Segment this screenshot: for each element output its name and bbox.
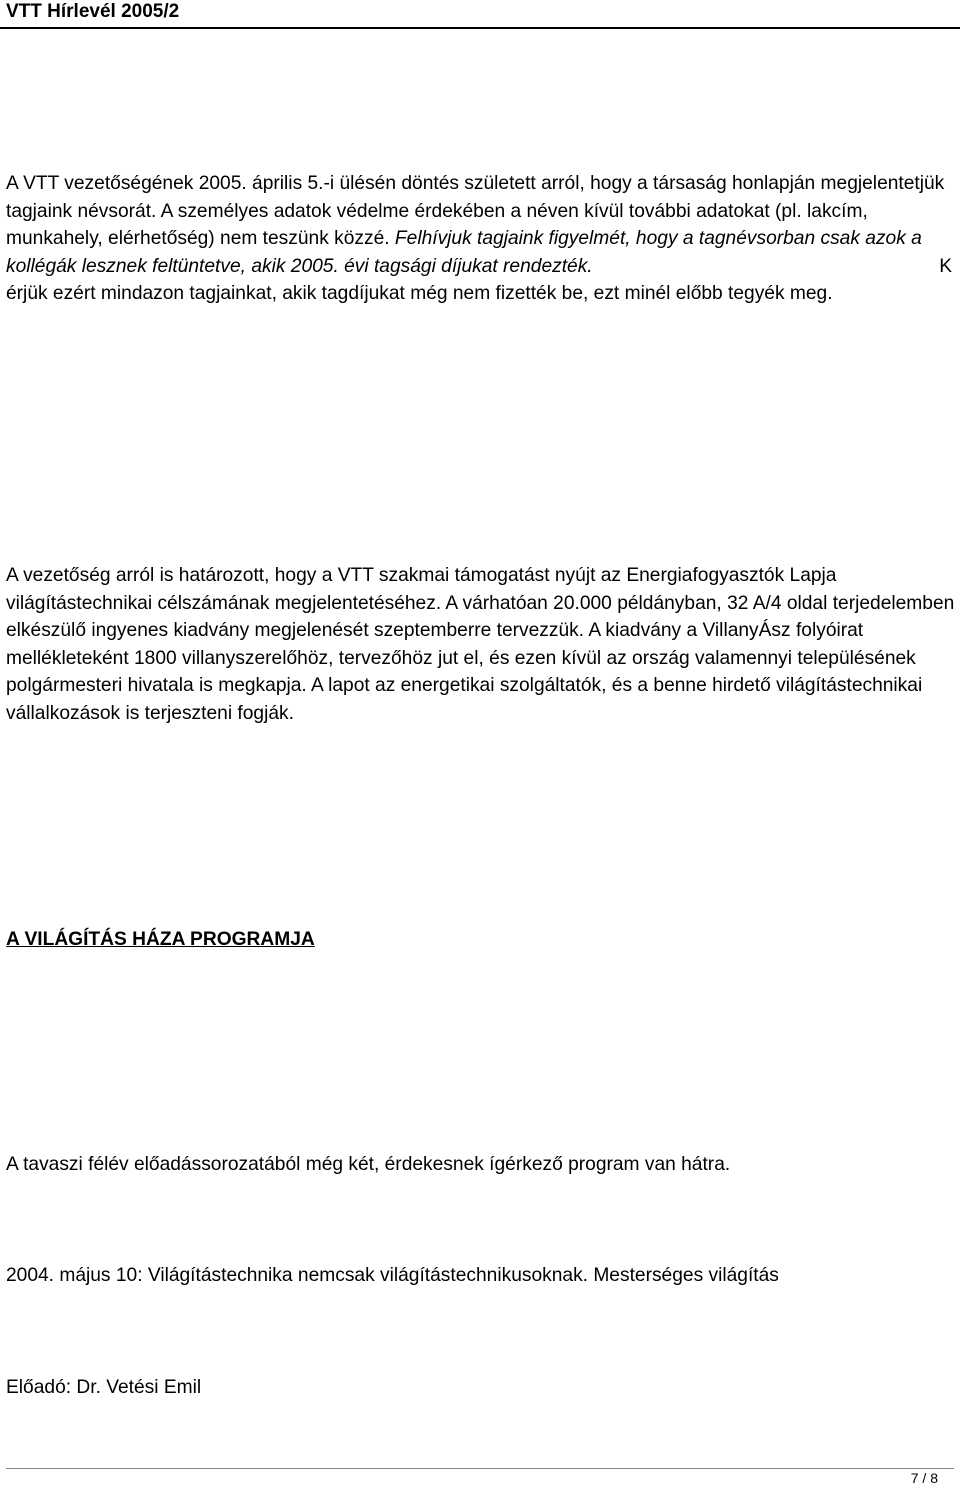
paragraph-membership-rest: érjük ezért mindazon tagjainkat, akik tagdíjukat még nem fizették be, ezt minél előbb tegyék meg. [6, 283, 833, 304]
paragraph-membership-italic: Felhívjuk tagjaink figyelmét, hogy a tagnévsorban csak azok a kollégák lesznek feltüntetve, akik 2005. évi tagsági díjukat rendezték. [6, 228, 922, 277]
paragraph-program-intro: A tavaszi félév előadássorozatából még két, érdekesnek ígérkező program van hátra. [6, 1154, 731, 1175]
paragraph-publication-support: A vezetőség arról is határozott, hogy a VTT szakmai támogatást nyújt az Energiafogyasztók Lapja világítástechnikai célszámának megjelentetéséhez. A várhatóan 20.000 példányban, 32 A/4 oldal terjedelemben elkészülő ingyenes kiadvány megjelenését szeptemberre tervezzük. A kiadvány a VillanyÁsz folyóirat mellékleteként 1800 villanyszerelőhöz, tervezőhöz jut el, és ezen kívül az ország valamennyi településének polgármesteri hivatala is megkapja. A lapot az energetikai szolgáltatók, és a benne hirdető világítástechnikai vállalkozások is terjeszteni fogják. [6, 565, 955, 724]
paragraph-membership-k: K [939, 255, 952, 277]
paragraph-membership-normal: A VTT vezetőségének 2005. április 5.-i ülésén döntés született arról, hogy a társaság honlapján megjelentetjük tagjaink névsorát. A személyes adatok védelme érdekében a néven kívül további adatokat (pl. lakcím, munkahely, elérhetőség) nem teszünk közzé. [6, 173, 945, 249]
section-title: A VILÁGÍTÁS HÁZA PROGRAMJA [6, 929, 315, 950]
paragraph-program-item: 2004. május 10: Világítástechnika nemcsak világítástechnikusoknak. Mesterséges világítás [6, 1265, 779, 1286]
header-divider [0, 27, 960, 29]
newsletter-title: VTT Hírlevél 2005/2 [6, 1, 180, 22]
paragraph-presenter: Előadó: Dr. Vetési Emil [6, 1377, 202, 1398]
page-number: 7 / 8 [910, 1470, 938, 1486]
footer-divider [6, 1468, 954, 1469]
paragraph-membership-list [6, 170, 952, 308]
